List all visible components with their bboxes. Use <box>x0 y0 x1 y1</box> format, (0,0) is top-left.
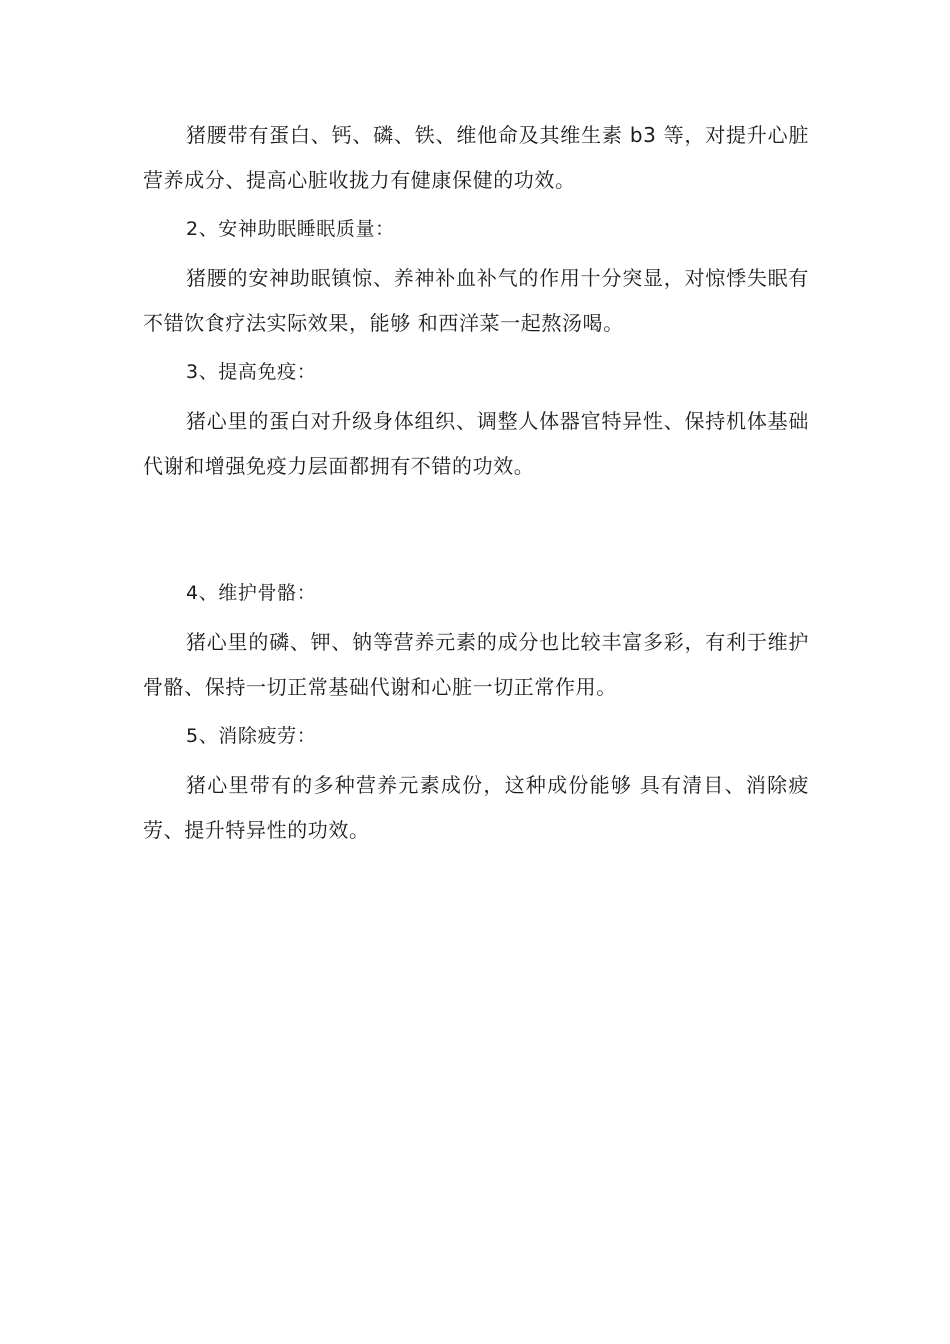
paragraph-sleep: 猪腰的安神助眠镇惊、养神补血补气的作用十分突显，对惊悸失眠有不错饮食疗法实际效果，能够 和西洋菜一起熬汤喝。 <box>143 266 809 335</box>
heading-fatigue: 5、消除疲劳： <box>186 725 317 747</box>
paragraph-heart-nutrition: 猪腰带有蛋白、钙、磷、铁、维他命及其维生素 b3 等，对提升心脏营养成分、提高心脏收拢力有健康保健的功效。 <box>143 123 809 192</box>
document-body <box>143 113 809 853</box>
heading-immunity: 3、提高免疫： <box>186 361 317 383</box>
section-gap <box>143 489 809 571</box>
heading-sleep: 2、安神助眠睡眠质量： <box>186 218 395 240</box>
paragraph-immunity: 猪心里的蛋白对升级身体组织、调整人体器官特异性、保持机体基础代谢和增强免疫力层面都拥有不错的功效。 <box>143 409 809 478</box>
paragraph-fatigue: 猪心里带有的多种营养元素成份，这种成份能够 具有清目、消除疲劳、提升特异性的功效。 <box>143 773 809 842</box>
heading-bones: 4、维护骨骼： <box>186 582 317 604</box>
paragraph-bones: 猪心里的磷、钾、钠等营养元素的成分也比较丰富多彩，有利于维护骨骼、保持一切正常基础代谢和心脏一切正常作用。 <box>143 630 809 699</box>
